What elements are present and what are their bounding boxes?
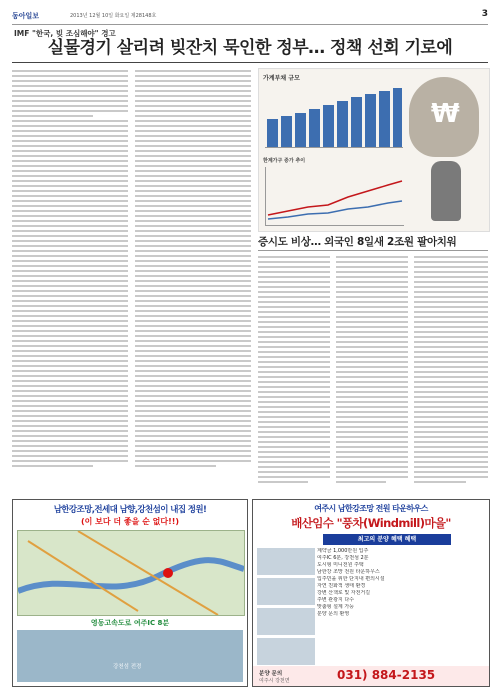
chart-bar xyxy=(267,119,278,147)
thumbnail-photo xyxy=(257,638,315,665)
article-column-3 xyxy=(258,256,330,486)
thumbnail-photo xyxy=(257,548,315,575)
line-chart xyxy=(265,167,404,226)
ad-subtitle: (이 보다 더 좋을 순 없다!!) xyxy=(80,517,180,526)
list-item: 분양 문의 환영 xyxy=(317,611,350,617)
debt-infographic xyxy=(258,68,490,232)
infographic-subtitle: 한계가구 증가 추이 xyxy=(263,158,306,164)
real-estate-ad-left[interactable] xyxy=(12,499,248,687)
chart-bar xyxy=(365,94,376,147)
ad-address: 여주시 강천면 xyxy=(259,678,290,684)
section2-headline: 증시도 비상… 외국인 8일새 2조원 팔아치워 xyxy=(258,234,488,251)
chart-bar xyxy=(281,116,292,147)
feature-list xyxy=(317,548,485,618)
ad-caption: 영동고속도로 여주IC 8분 xyxy=(90,619,170,627)
article-column-1 xyxy=(12,70,128,470)
chart-bar xyxy=(323,105,334,147)
trend-line xyxy=(266,167,404,225)
location-map xyxy=(17,530,245,616)
list-item: 남한강 조망 전원 타운하우스 xyxy=(317,569,380,575)
chart-bar xyxy=(337,101,348,147)
article-column-4 xyxy=(336,256,408,486)
masthead xyxy=(12,8,488,25)
list-item: 맞춤형 설계 가능 xyxy=(317,604,354,610)
map-roads xyxy=(18,531,244,615)
photo-caption: 강천섬 전경 xyxy=(113,664,142,670)
phone-number[interactable]: 031) 884-2135 xyxy=(337,668,436,682)
ad-subtitle: 배산임수 "풍차(Windmill)마을" xyxy=(291,516,451,530)
thumbnail-photo xyxy=(257,578,315,605)
infographic-title: 가계부채 규모 xyxy=(263,75,300,82)
photo-thumbnails xyxy=(257,548,315,666)
list-item: 주변 관광지 다수 xyxy=(317,597,354,603)
bar-chart xyxy=(265,85,403,148)
ad-title: 남한강조망,전세대 남향,강천섬이 내집 정원! xyxy=(53,505,207,515)
ad-title: 여주시 남한강조망 전원 타운하우스 xyxy=(314,504,428,513)
list-item: 도시형 미니전원 주택 xyxy=(317,562,364,568)
page-number: 3 xyxy=(481,9,488,19)
kicker: IMF "한국, 빚 조심해야" 경고 xyxy=(14,29,116,38)
ad-banner: 최고의 분양 혜택 혜택 xyxy=(323,534,451,545)
list-item: 입주민을 위한 단지내 편의시설 xyxy=(317,576,385,582)
chart-bar xyxy=(295,113,306,147)
list-item: 자연 친화적 생태 환경 xyxy=(317,583,366,589)
issue-date: 2013년 12월 10일 화요일 제28148호 xyxy=(70,13,157,19)
newspaper-logo: 동아일보 xyxy=(12,11,40,20)
thumbnail-photo xyxy=(257,608,315,635)
chart-bar xyxy=(309,109,320,147)
chart-bar xyxy=(393,88,402,147)
ad-footer xyxy=(253,666,489,686)
article-column-2 xyxy=(135,70,251,470)
phone-label: 분양 문의 xyxy=(259,671,283,677)
chart-bar xyxy=(379,91,390,147)
article-column-5 xyxy=(414,256,488,486)
headline: 실물경기 살리려 빚잔치 묵인한 정부… 정책 선회 기로에 xyxy=(12,36,488,63)
person-illustration xyxy=(431,161,461,221)
aerial-photo xyxy=(17,630,243,682)
list-item: 여주IC 6분, 강천섬 2분 xyxy=(317,555,369,561)
real-estate-ad-right[interactable] xyxy=(252,499,490,687)
chart-bar xyxy=(351,97,362,147)
list-item: 강변 산책로 및 자전거길 xyxy=(317,590,371,596)
list-item: 계약금 1,000만원 입주 xyxy=(317,548,369,554)
money-sack-illustration: ₩ xyxy=(409,77,479,157)
